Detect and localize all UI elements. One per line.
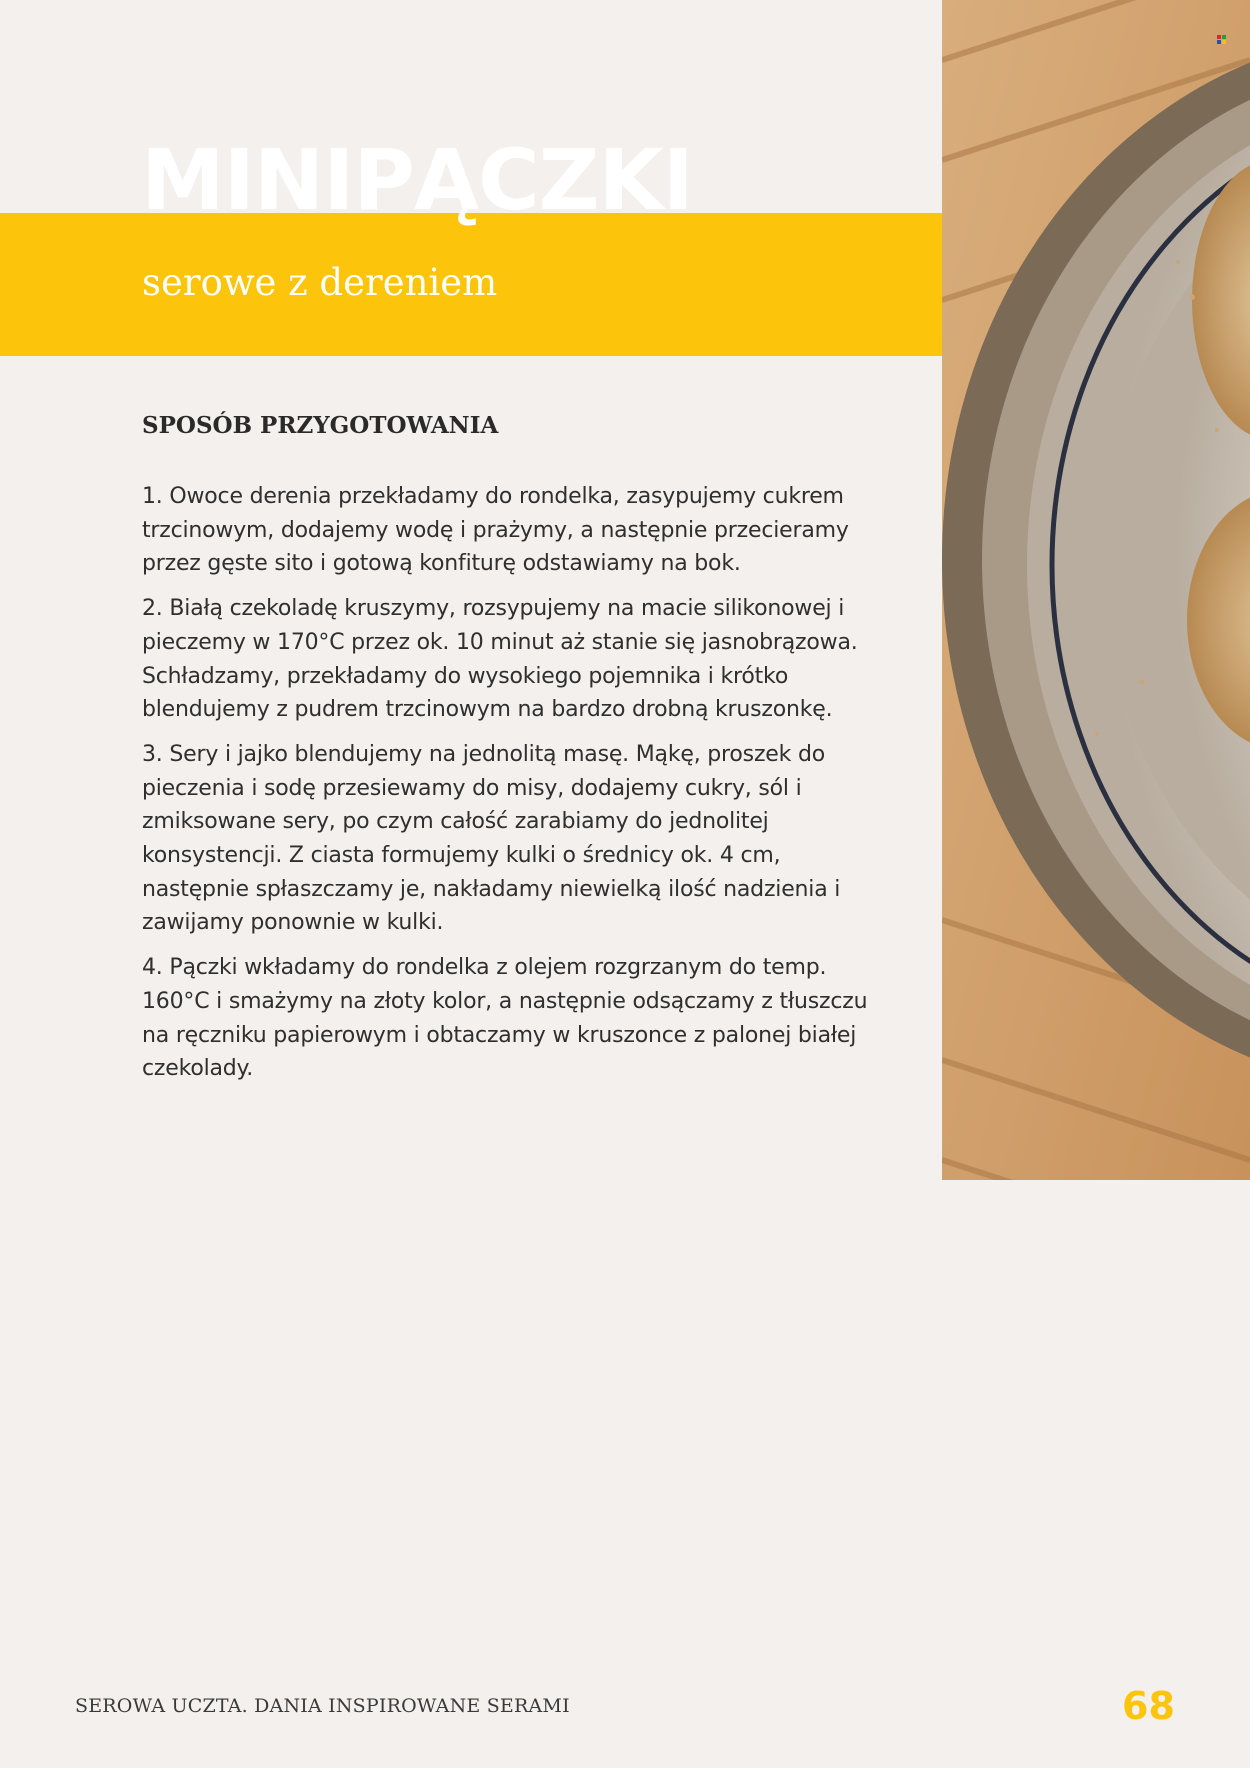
preparation-steps [142, 480, 880, 1097]
recipe-title: MINIPĄCZKI [141, 131, 693, 229]
step-2: 2. Białą czekoladę kruszymy, rozsypujemy na macie silikonowej i pieczemy w 170°C przez ok. 10 minut aż stanie się jasnobrązowa. Schładzamy, przekładamy do wysokiego pojemnika i krótko blendujemy z pudrem trzcinowym na bardzo drobną kruszonkę. [142, 596, 858, 723]
step-1: 1. Owoce derenia przekładamy do rondelka, zasypujemy cukrem trzcinowym, dodajemy wodę i prażymy, a następnie przecieramy przez gęste sito i gotową konfiturę odstawiamy na bok. [142, 484, 849, 577]
step-4: 4. Pączki wkładamy do rondelka z olejem rozgrzanym do temp. 160°C i smażymy na złoty kolor, a następnie odsączamy z tłuszczu na ręczniku papierowym i obtaczamy w kruszonce z palonej białej czekolady. [142, 955, 868, 1082]
publication-title: SEROWA UCZTA. DANIA INSPIROWANE SERAMI [75, 1695, 570, 1717]
recipe-subtitle: serowe z dereniem [142, 261, 498, 304]
plate-illustration [942, 0, 1250, 1180]
preparation-heading: SPOSÓB PRZYGOTOWANIA [142, 412, 499, 439]
dessert-plate-photo [942, 0, 1250, 1180]
step-3: 3. Sery i jajko blendujemy na jednolitą masę. Mąkę, proszek do pieczenia i sodę przesiewamy do misy, dodajemy cukry, sól i zmiksowane sery, po czym całość zarabiamy do jednolitej konsystencji. Z ciasta formujemy kulki o średnicy ok. 4 cm, następnie spłaszczamy je, nakładamy niewielką ilość nadzienia i zawijamy ponownie w kulki. [142, 741, 841, 936]
page-number: 68 [1122, 1684, 1175, 1728]
color-registration-mark [1217, 35, 1226, 44]
